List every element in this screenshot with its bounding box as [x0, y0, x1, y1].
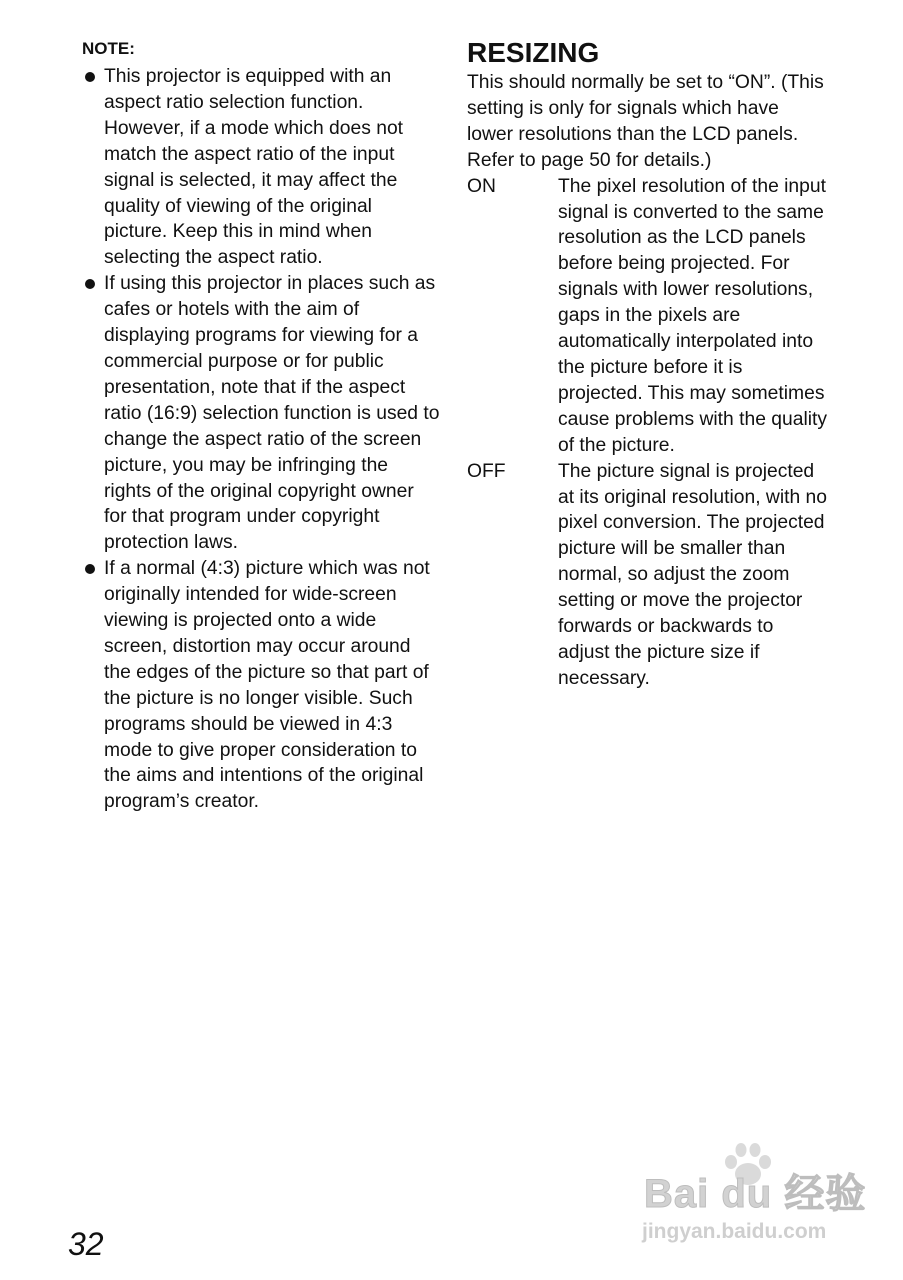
option-row-off	[467, 459, 827, 692]
option-term: ON	[467, 175, 496, 197]
note-section	[80, 38, 440, 815]
resizing-intro: This should normally be set to “ON”. (This setting is only for signals which have lower resolutions than the LCD panels. Refer to page 50 for details.)	[467, 72, 824, 171]
resizing-section	[467, 36, 827, 692]
bullet-icon	[85, 72, 95, 82]
note-bullet-item	[80, 64, 440, 271]
note-bullet-item	[80, 556, 440, 815]
note-bullet-list	[80, 64, 440, 815]
note-bullet-item	[80, 271, 440, 556]
baidu-watermark	[640, 1140, 870, 1250]
note-bullet-text: If a normal (4:3) picture which was not originally intended for wide-screen viewing is projected onto a wide screen, distortion may occur around the edges of the picture so that part of the picture is no longer visible. Such programs should be viewed in 4:3 mode to give proper consideration to the aims and intentions of the original program’s creator.	[104, 558, 430, 813]
note-heading: NOTE:	[82, 39, 135, 58]
bullet-icon	[85, 564, 95, 574]
option-description: The picture signal is projected at its original resolution, with no pixel conversion. The projected picture will be smaller than normal, so adjust the zoom setting or move the projector forwards or backwards to adjust the picture size if necessary.	[558, 460, 828, 689]
option-row-on	[467, 174, 827, 459]
note-bullet-text: If using this projector in places such as cafes or hotels with the aim of displaying programs for viewing for a commercial purpose or for public presentation, note that if the aspect ratio (16:9) selection function is used to change the aspect ratio of the screen picture, you may be infringing the rights of the original copyright owner for that program under copyright protection laws.	[104, 273, 440, 554]
option-description: The pixel resolution of the input signal is converted to the same resolution as the LCD panels before being projected. For signals with lower resolutions, gaps in the pixels are automatically interpolated into the picture before it is projected. This may sometimes cause problems with the quality of the picture.	[558, 175, 828, 456]
watermark-brand: Bai du 经验	[644, 1172, 867, 1216]
option-term: OFF	[467, 460, 506, 482]
bullet-icon	[85, 279, 95, 289]
note-bullet-text: This projector is equipped with an aspect ratio selection function. However, if a mode which does not match the aspect ratio of the input signal is selected, it may affect the quality of viewing of the original picture. Keep this in mind when selecting the aspect ratio.	[104, 66, 404, 269]
section-title: RESIZING	[467, 37, 600, 68]
watermark-url: jingyan.baidu.com	[642, 1220, 827, 1243]
page-number: 32	[68, 1226, 104, 1262]
